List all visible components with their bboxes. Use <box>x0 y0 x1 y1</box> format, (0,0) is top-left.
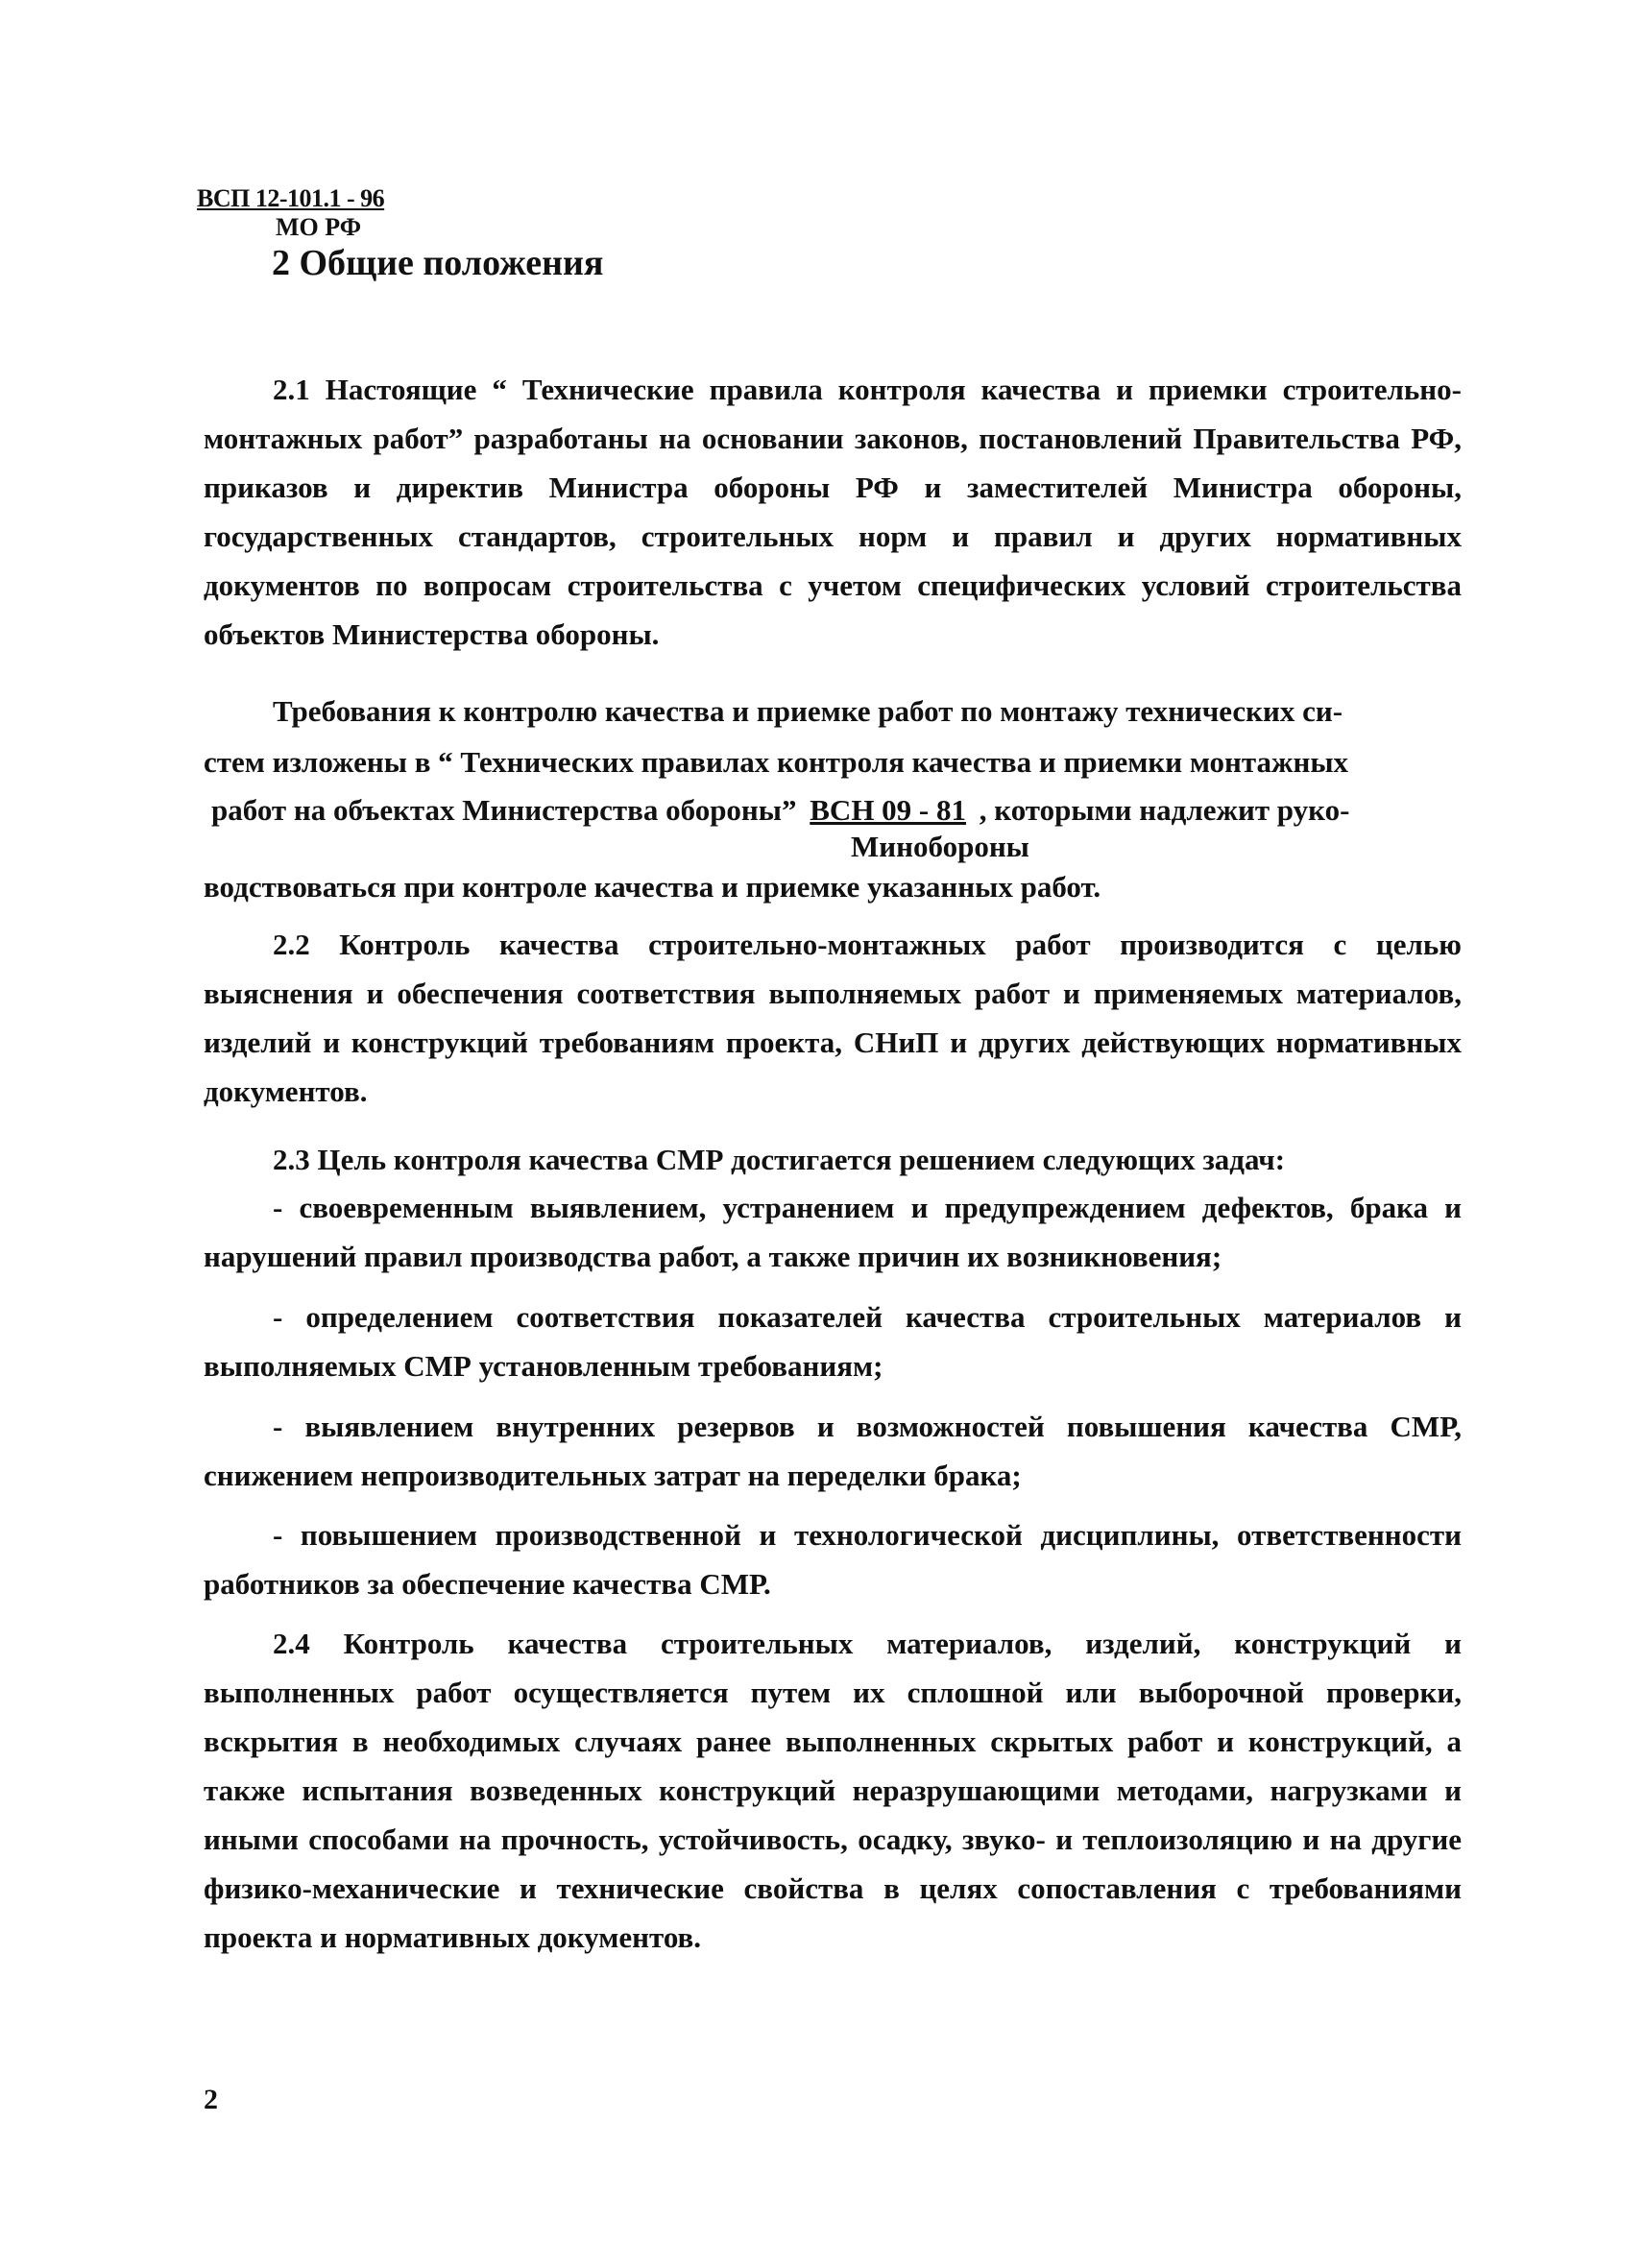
requirements-line-4: водствоваться при контроле качества и приемке указанных работ. <box>204 870 1101 904</box>
paragraph-2-1: 2.1 Настоящие “ Технические правила контроля качества и приемки строительно-монтажных работ” разработаны на основании законов, постановлений Правительства РФ, приказов и директив Министра обороны РФ и заместителей Министра обороны, государственных стандартов, строительных норм и правил и других нормативных документов по вопросам строительства с учетом специфических условий строительства объектов Министерства обороны. <box>204 373 1462 651</box>
reference-code: ВСН 09 - 81 <box>810 793 966 827</box>
reference-issuer: Минобороны <box>851 830 1029 863</box>
paragraph-2-3: 2.3 Цель контроля качества СМР достигается решением следующих задач: <box>273 1143 1286 1176</box>
list-item-2: - определением соответствия показателей качества строительных материалов и выполняемых СМР установленным требованиям; <box>204 1300 1462 1383</box>
list-item-4: - повышением производственной и технологической дисциплины, ответственности работников за обеспечение качества СМР. <box>204 1518 1462 1601</box>
requirements-line-1: Требования к контролю качества и приемке работ по монтажу технических си- <box>273 694 1343 728</box>
list-item-1: - своевременным выявлением, устранением и предупреждением дефектов, брака и нарушений правил производства работ, а также причин их возникновения; <box>204 1191 1462 1273</box>
section-title: 2 Общие положения <box>272 243 604 283</box>
page-number: 2 <box>204 2084 218 2115</box>
requirements-line-3 <box>211 793 1349 828</box>
paragraph-2-2: 2.2 Контроль качества строительно-монтажных работ производится с целью выяснения и обеспечения соответствия выполняемых работ и применяемых материалов, изделий и конструкций требованиям проекта, СНиП и других действующих нормативных документов. <box>204 928 1462 1108</box>
list-item-3: - выявлением внутренних резервов и возможностей повышения качества СМР, снижением непроизводительных затрат на переделки брака; <box>204 1410 1462 1492</box>
document-code: ВСП 12-101.1 - 96 <box>197 184 385 212</box>
requirements-line-3-text: работ на объектах Министерства обороны” <box>211 793 797 827</box>
requirements-line-2: стем изложены в “ Технических правилах контроля качества и приемки монтажных <box>204 745 1349 779</box>
organization-label: МО РФ <box>276 213 362 241</box>
paragraph-2-4: 2.4 Контроль качества строительных материалов, изделий, конструкций и выполненных работ осуществляется путем их сплошной или выборочной проверки, вскрытия в необходимых случаях ранее выполненных скрытых работ и конструкций, а также испытания возведенных конструкций неразрушающими методами, нагрузками и иными способами на прочность, устойчивость, осадку, звуко- и теплоизоляцию и на другие физико-механические и технические свойства в целях сопоставления с требованиями проекта и нормативных документов. <box>204 1627 1462 1954</box>
requirements-line-3-tail: , которыми надлежит руко- <box>979 793 1350 827</box>
